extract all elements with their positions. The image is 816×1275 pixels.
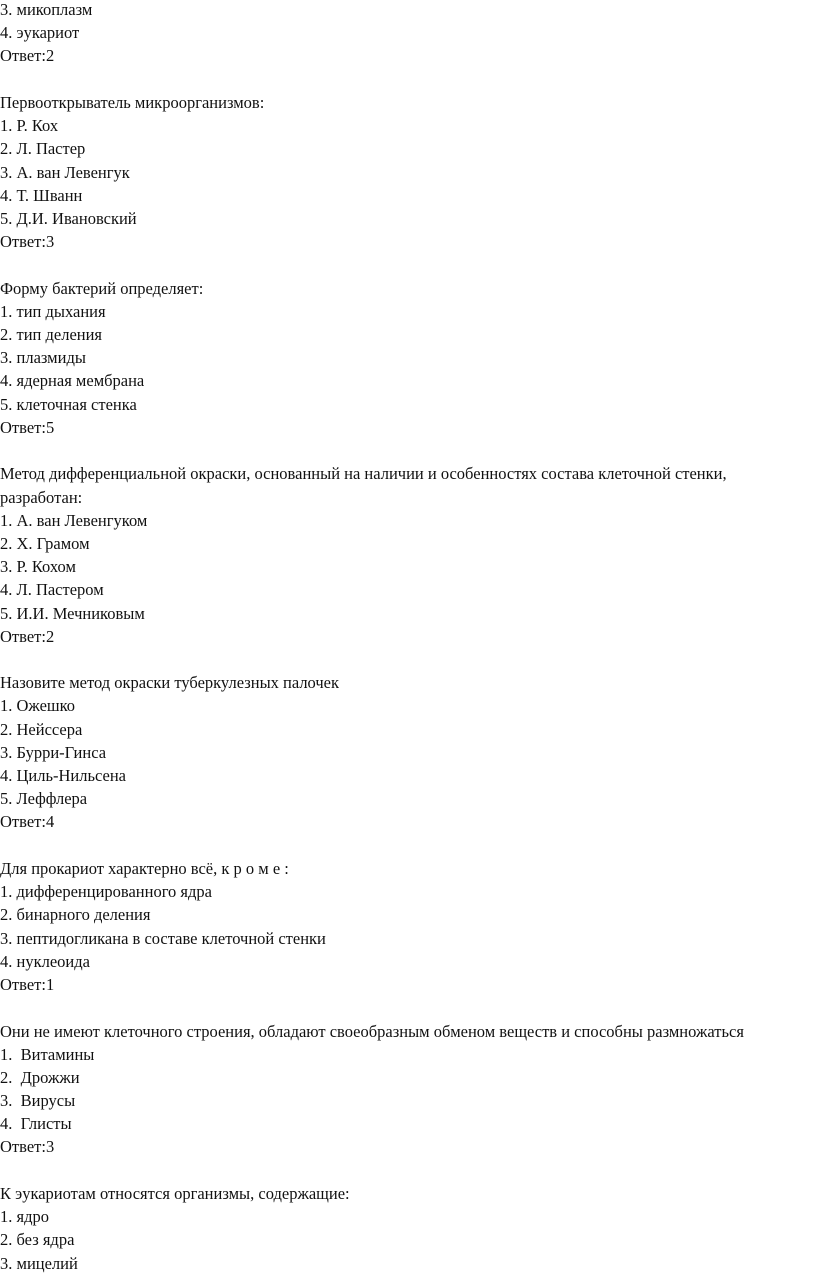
question-text: Первооткрыватель микроорганизмов: bbox=[0, 92, 265, 112]
option-line: 5. клеточная стенка bbox=[0, 394, 137, 414]
option-line: 3. Р. Кохом bbox=[0, 557, 76, 577]
option-line: 5. Леффлера bbox=[0, 789, 88, 809]
option-line: 1. Р. Кох bbox=[0, 116, 59, 136]
option-line: 1. Витамины bbox=[0, 1044, 95, 1064]
option-line: 1. тип дыхания bbox=[0, 301, 106, 321]
blank-line bbox=[0, 996, 812, 1019]
option-line: 4. ядерная мембрана bbox=[0, 371, 145, 391]
option-line: 5. И.И. Мечниковым bbox=[0, 603, 145, 623]
answer-line: Ответ:5 bbox=[0, 417, 55, 437]
option-line: 4. нуклеоида bbox=[0, 951, 90, 971]
option-line: 3. пептидогликана в составе клеточной стенки bbox=[0, 928, 326, 948]
option-line: 1. ядро bbox=[0, 1207, 49, 1227]
option-line: 2. бинарного деления bbox=[0, 905, 151, 925]
option-line: 3. А. ван Левенгук bbox=[0, 162, 130, 182]
option-line: 3. Бурри-Гинса bbox=[0, 742, 107, 762]
blank-line bbox=[0, 1159, 812, 1182]
option-line: 2. Х. Грамом bbox=[0, 533, 90, 553]
blank-line bbox=[0, 253, 812, 276]
answer-line: Ответ:3 bbox=[0, 1137, 55, 1157]
option-line: 4. Т. Шванн bbox=[0, 185, 83, 205]
option-line: 3. Вирусы bbox=[0, 1091, 76, 1111]
answer-line: Ответ:1 bbox=[0, 974, 55, 994]
option-line: 4. Циль-Нильсена bbox=[0, 766, 127, 786]
option-line: 2. Нейссера bbox=[0, 719, 83, 739]
lead-option: 4. эукариот bbox=[0, 23, 80, 43]
answer-line: Ответ:2 bbox=[0, 626, 55, 646]
question-text: Они не имеют клеточного строения, обладают своеобразным обменом веществ и способны размножаться bbox=[0, 1021, 744, 1041]
option-line: 1. А. ван Левенгуком bbox=[0, 510, 148, 530]
option-line: 2. Дрожжи bbox=[0, 1067, 80, 1087]
option-line: 3. мицелий bbox=[0, 1253, 78, 1273]
option-line: 2. тип деления bbox=[0, 325, 103, 345]
answer-line: Ответ:4 bbox=[0, 812, 55, 832]
option-line: 2. Л. Пастер bbox=[0, 139, 86, 159]
option-line: 1. дифференцированного ядра bbox=[0, 882, 212, 902]
blank-line bbox=[0, 439, 812, 462]
option-line: 4. Глисты bbox=[0, 1114, 72, 1134]
question-text: Для прокариот характерно всё, к р о м е : bbox=[0, 858, 289, 878]
answer-line: Ответ:3 bbox=[0, 232, 55, 252]
question-text: Метод дифференциальной окраски, основанный на наличии и особенностях состава клеточной стенки, разработан: bbox=[0, 464, 727, 507]
question-text: К эукариотам относятся организмы, содержащие: bbox=[0, 1184, 350, 1204]
question-text: Назовите метод окраски туберкулезных палочек bbox=[0, 673, 340, 693]
option-line: 3. плазмиды bbox=[0, 348, 86, 368]
blank-line bbox=[0, 648, 812, 671]
blank-line bbox=[0, 834, 812, 857]
option-line: 5. Д.И. Ивановский bbox=[0, 208, 137, 228]
option-line: 1. Ожешко bbox=[0, 696, 76, 716]
lead-option: 3. микоплазм bbox=[0, 0, 93, 19]
question-text: Форму бактерий определяет: bbox=[0, 278, 204, 298]
option-line: 4. Л. Пастером bbox=[0, 580, 104, 600]
option-line: 2. без ядра bbox=[0, 1230, 75, 1250]
answer-line: Ответ:2 bbox=[0, 46, 55, 66]
blank-line bbox=[0, 68, 812, 91]
